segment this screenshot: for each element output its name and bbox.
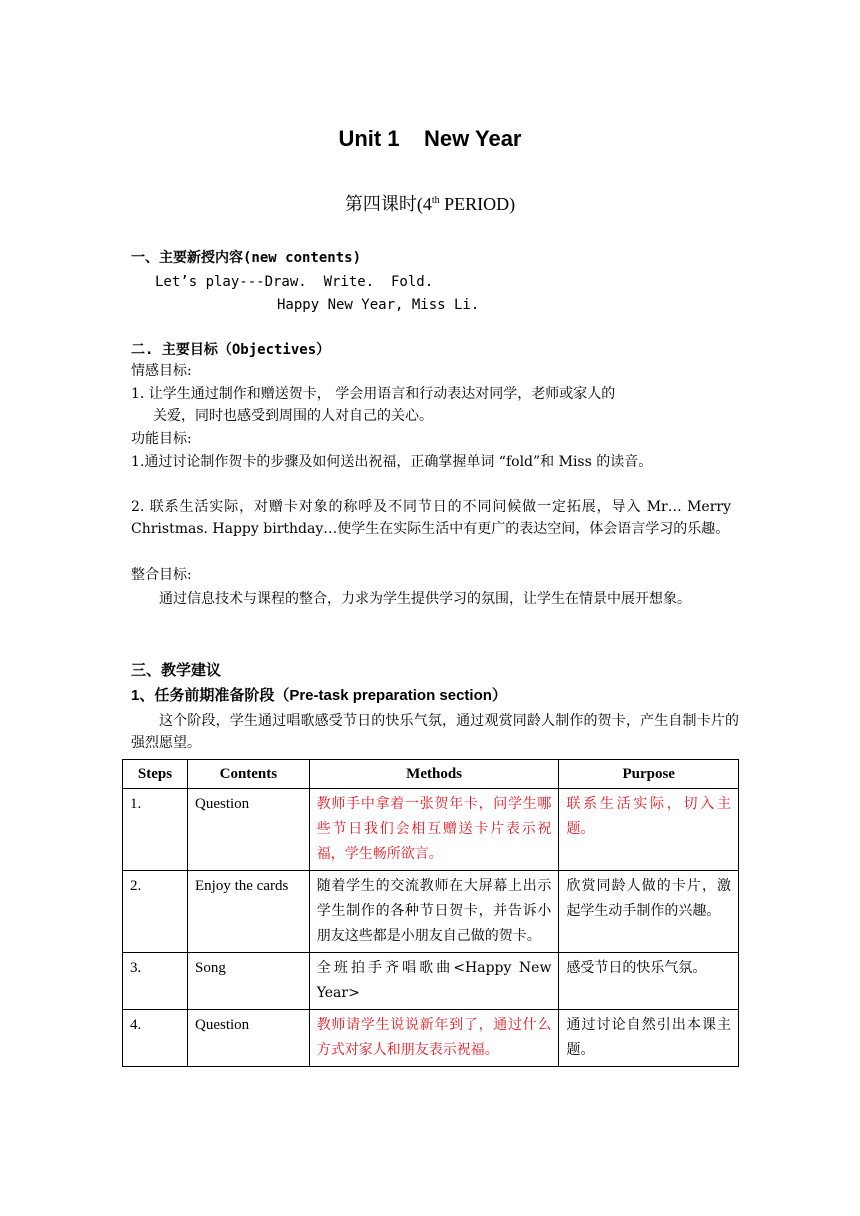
header-contents: Contents [188, 760, 310, 789]
row-method: 教师手中拿着一张贺年卡，问学生哪些节日我们会相互赠送卡片表示祝福，学生畅所欲言。 [309, 789, 559, 871]
period-prefix: 第四课时(4 [344, 194, 432, 214]
row-step: 4. [123, 1010, 188, 1067]
section2-heading: 二. 主要目标（Objectives） [131, 342, 331, 358]
period-sup: th [431, 195, 440, 206]
header-purpose: Purpose [559, 760, 739, 789]
row-method: 教师请学生说说新年到了，通过什么方式对家人和朋友表示祝福。 [309, 1010, 559, 1067]
header-steps: Steps [123, 760, 188, 789]
row-method: 全班拍手齐唱歌曲<Happy New Year> [309, 953, 559, 1010]
function-item-1: 1.通过讨论制作贺卡的步骤及如何送出祝福，正确掌握单词 “fold”和 Miss 的读音。 [131, 454, 653, 470]
table-row [123, 871, 739, 953]
row-purpose: 感受节日的快乐气氛。 [559, 953, 739, 1010]
function-item-2: 2. 联系生活实际，对赠卡对象的称呼及不同节日的不同问候做一定拓展，导入 Mr… Merry Christmas. Happy birthday…使学生在实际生活中有更广的表达空间，体会语言学习的乐趣。 [131, 499, 731, 537]
row-method: 随着学生的交流教师在大屏幕上出示学生制作的各种节日贺卡，并告诉小朋友这些都是小朋友自己做的贺卡。 [309, 871, 559, 953]
lesson-plan-table [122, 759, 739, 1067]
table-row [123, 789, 739, 871]
row-content: Question [188, 1010, 310, 1067]
row-purpose: 通过讨论自然引出本课主题。 [559, 1010, 739, 1067]
integration-label: 整合目标: [131, 567, 192, 583]
header-methods: Methods [309, 760, 559, 789]
period-subtitle [0, 190, 860, 216]
section3-intro: 这个阶段，学生通过唱歌感受节日的快乐气氛，通过观赏同龄人制作的贺卡，产生自制卡片的强烈愿望。 [131, 713, 739, 751]
emotion-item-1a: 1. 让学生通过制作和赠送贺卡， 学会用语言和行动表达对同学，老师或家人的 [131, 386, 616, 402]
function-label: 功能目标: [131, 431, 192, 447]
row-purpose: 联系生活实际，切入主题。 [559, 789, 739, 871]
section3-heading: 三、教学建议 [131, 661, 222, 679]
emotion-item-1b: 关爱，同时也感受到周围的人对自己的关心。 [153, 408, 433, 424]
table-row [123, 953, 739, 1010]
document-title: Unit 1 New Year [338, 126, 522, 151]
row-step: 3. [123, 953, 188, 1010]
table-header-row [123, 760, 739, 789]
table-row [123, 1010, 739, 1067]
integration-text: 通过信息技术与课程的整合，力求为学生提供学习的氛围，让学生在情景中展开想象。 [159, 591, 691, 607]
row-content: Enjoy the cards [188, 871, 310, 953]
row-step: 1. [123, 789, 188, 871]
emotion-label: 情感目标: [131, 363, 192, 379]
section3-subheading: 1、任务前期准备阶段（Pre-task preparation section） [131, 687, 507, 704]
row-step: 2. [123, 871, 188, 953]
section1-line1: Let’s play---Draw. Write. Fold. [155, 274, 434, 290]
period-suffix: PERIOD) [439, 194, 516, 214]
row-purpose: 欣赏同龄人做的卡片，激起学生动手制作的兴趣。 [559, 871, 739, 953]
section1-heading: 一、主要新授内容(new contents) [131, 250, 362, 266]
row-content: Song [188, 953, 310, 1010]
section1-line2: Happy New Year, Miss Li. [277, 297, 480, 313]
row-content: Question [188, 789, 310, 871]
